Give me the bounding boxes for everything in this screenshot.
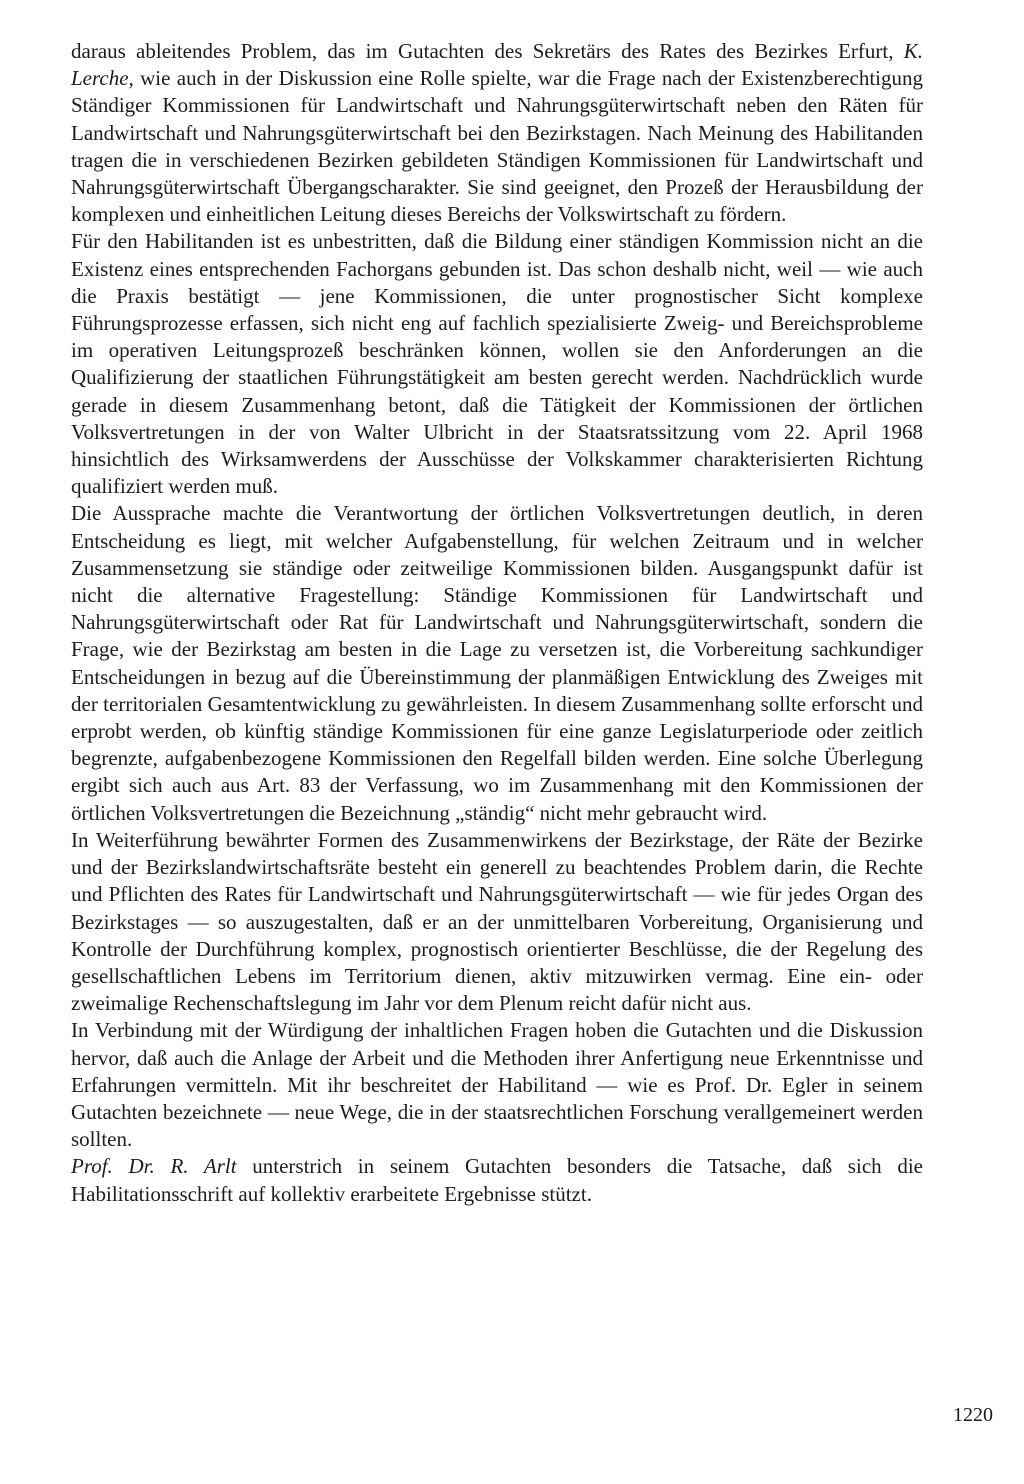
paragraph <box>71 500 923 826</box>
paragraph <box>71 1017 923 1153</box>
paragraph-text: unterstrich in seinem Gutachten besonders die Tatsache, daß sich die Habilitationsschrift auf kollektiv erarbeitete Ergebnisse stützt. <box>71 1154 923 1206</box>
paragraph-text: In Verbindung mit der Würdigung der inhaltlichen Fragen hoben die Gutachten und die Diskussion hervor, daß auch die Anlage der Arbeit und die Methoden ihrer Anfertigung neue Erkenntnisse und Erfahrungen vermitteln. Mit ihr beschreitet der Habilitand — wie es Prof. Dr. Egler in seinem Gutachten bezeichnete — neue Wege, die in der staatsrechtlichen Forschung verallgemeinert werden sollten. <box>71 1018 923 1152</box>
document-body <box>71 38 923 1208</box>
author-name: K. Lerche, <box>71 39 923 91</box>
paragraph-text: Die Aussprache machte die Verantwortung der örtlichen Volksvertretungen deutlich, in deren Entscheidung es liegt, mit welcher Aufgabenstellung, für welchen Zeitraum und in welcher Zusammensetzung sie ständige oder zeitweilige Kommissionen bilden. Ausgangspunkt dafür ist nicht die alternative Fragestellung: Ständige Kommissionen für Landwirtschaft und Nahrungsgüterwirtschaft oder Rat für Landwirtschaft und Nahrungsgüterwirtschaft, sondern die Frage, wie der Bezirkstag am besten in die Lage zu versetzen ist, die Vorbereitung sachkundiger Entscheidungen in bezug auf die Übereinstimmung der planmäßigen Entwicklung des Zweiges mit der territorialen Gesamtentwicklung zu gewährleisten. In diesem Zusammenhang sollte erforscht und erprobt werden, ob künftig ständige Kommissionen für eine ganze Legislaturperiode oder zeitlich begrenzte, aufgabenbezogene Kommissionen den Regelfall bilden werden. Eine solche Überlegung ergibt sich auch aus Art. 83 der Verfassung, wo im Zusammenhang mit den Kommissionen der örtlichen Volksvertretungen die Bezeichnung „ständig“ nicht mehr gebraucht wird. <box>71 501 923 825</box>
paragraph <box>71 228 923 500</box>
paragraph-text: In Weiterführung bewährter Formen des Zusammenwirkens der Bezirkstage, der Räte der Bezirke und der Bezirkslandwirtschaftsräte besteht ein generell zu beachtendes Problem darin, die Rechte und Pflichten des Rates für Landwirtschaft und Nahrungsgüterwirtschaft — wie für jedes Organ des Bezirkstages — so auszugestalten, daß er an der unmittelbaren Vorbereitung, Organisierung und Kontrolle der Durchführung komplex, prognostisch orientierter Beschlüsse, die der Regelung des gesellschaftlichen Lebens im Territorium dienen, aktiv mitzuwirken vermag. Eine ein- oder zweimalige Rechenschaftslegung im Jahr vor dem Plenum reicht dafür nicht aus. <box>71 827 923 1016</box>
paragraph-text: wie auch in der Diskussion eine Rolle spielte, war die Frage nach der Existenzberechtigung Ständiger Kommissionen für Landwirtschaft und Nahrungsgüterwirtschaft neben den Räten für Landwirtschaft und Nahrungsgüterwirtschaft bei den Bezirkstagen. Nach Meinung des Habilitanden tragen die in verschiedenen Bezirken gebildeten Ständigen Kommissionen für Landwirtschaft und Nahrungsgüterwirtschaft Übergangscharakter. Sie sind geeignet, den Prozeß der Herausbildung der komplexen und einheitlichen Leitung dieses Bereichs der Volkswirtschaft zu fördern. <box>71 66 923 227</box>
paragraph-text: Für den Habilitanden ist es unbestritten, daß die Bildung einer ständigen Kommission nicht an die Existenz eines entsprechenden Fachorgans gebunden ist. Das schon deshalb nicht, weil — wie auch die Praxis bestätigt — jene Kommissionen, die unter prognostischer Sicht komplexe Führungsprozesse erfassen, sich nicht eng auf fachlich spezialisierte Zweig- und Bereichsprobleme im operativen Leitungsprozeß beschränken können, wollen sie den Anforderungen an die Qualifizierung der staatlichen Führungstätigkeit am besten gerecht werden. Nachdrücklich wurde gerade in diesem Zusammenhang betont, daß die Tätigkeit der Kommissionen der örtlichen Volksvertretungen in der von Walter Ulbricht in der Staatsratssitzung vom 22. April 1968 hinsichtlich des Wirksamwerdens der Ausschüsse der Volkskammer charakterisierten Richtung qualifiziert werden muß. <box>71 229 923 499</box>
page-number: 1220 <box>953 1404 993 1426</box>
paragraph <box>71 38 923 228</box>
paragraph-text: daraus ableitendes Problem, das im Gutachten des Sekretärs des Rates des Bezirkes Erfurt, <box>71 39 904 63</box>
author-name: Prof. Dr. R. Arlt <box>71 1154 237 1179</box>
paragraph <box>71 827 923 1017</box>
paragraph <box>71 1153 923 1207</box>
